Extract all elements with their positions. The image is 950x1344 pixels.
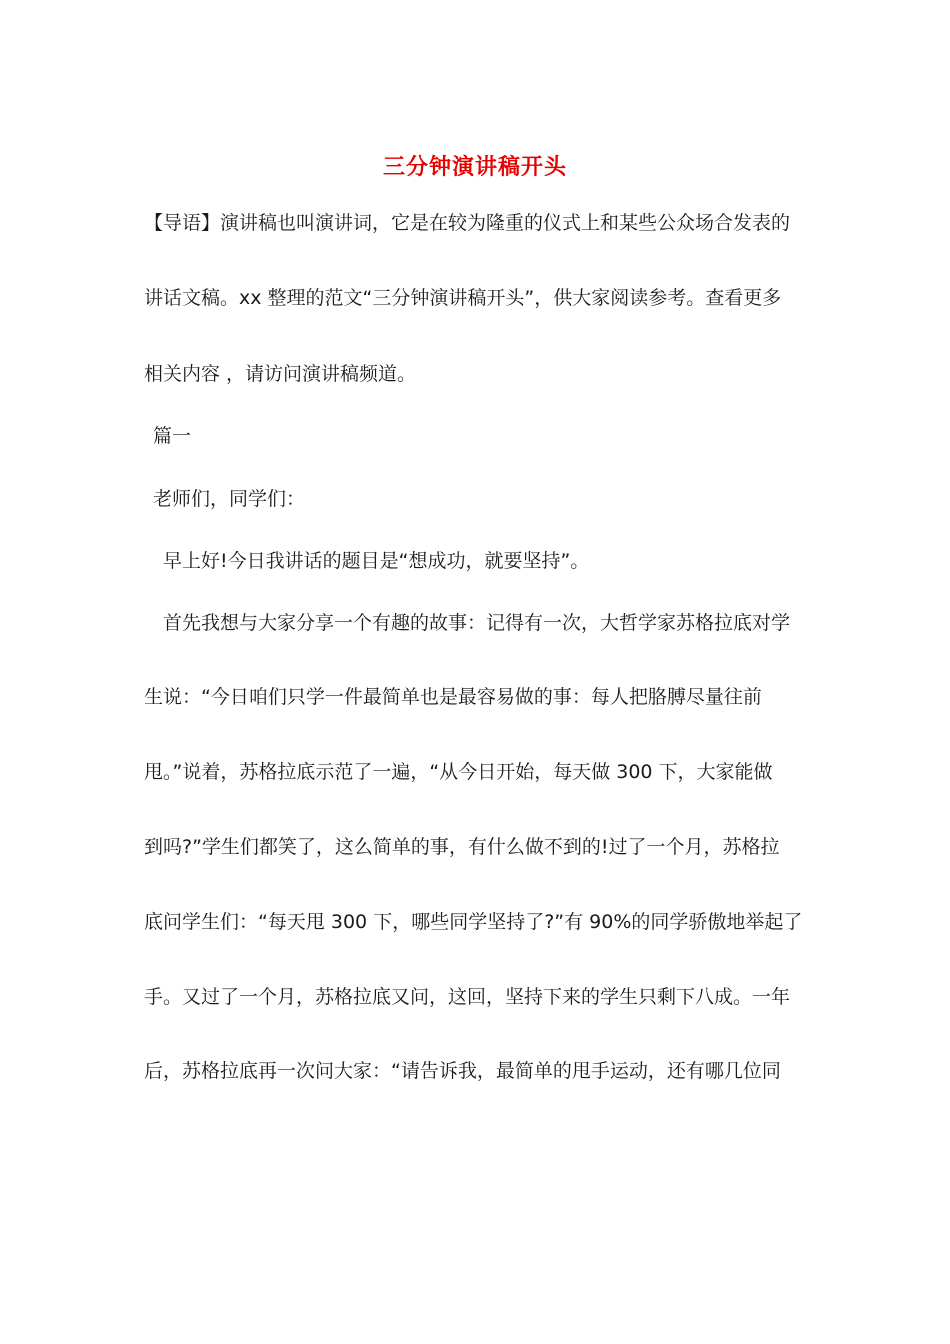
intro-line-2: 讲话文稿。xx 整理的范文“三分钟演讲稿开头”，供大家阅读参考。查看更多 <box>144 287 782 309</box>
salutation: 老师们，同学们： <box>153 488 306 510</box>
greeting-line: 早上好!今日我讲话的题目是“想成功，就要坚持”。 <box>163 550 590 572</box>
section-heading: 篇一 <box>153 425 192 447</box>
body-line-1: 首先我想与大家分享一个有趣的故事：记得有一次，大哲学家苏格拉底对学 <box>163 612 791 634</box>
body-line-7: 后，苏格拉底再一次问大家：“请告诉我，最简单的甩手运动，还有哪几位同 <box>144 1060 781 1082</box>
body-line-2: 生说：“今日咱们只学一件最简单也是最容易做的事：每人把胳膊尽量往前 <box>144 686 762 708</box>
body-line-3: 甩。”说着，苏格拉底示范了一遍，“从今日开始，每天做 300 下，大家能做 <box>144 761 773 783</box>
body-line-4: 到吗?”学生们都笑了，这么简单的事，有什么做不到的!过了一个月，苏格拉 <box>144 836 780 858</box>
body-line-6: 手。又过了一个月，苏格拉底又问，这回，坚持下来的学生只剩下八成。一年 <box>144 986 791 1008</box>
document-title: 三分钟演讲稿开头 <box>382 154 567 180</box>
body-line-5: 底问学生们：“每天甩 300 下，哪些同学坚持了?”有 90%的同学骄傲地举起了 <box>144 911 803 933</box>
intro-line-3: 相关内容 ，请访问演讲稿频道。 <box>144 363 417 385</box>
intro-line-1: 【导语】演讲稿也叫演讲词，它是在较为隆重的仪式上和某些公众场合发表的 <box>144 212 791 234</box>
